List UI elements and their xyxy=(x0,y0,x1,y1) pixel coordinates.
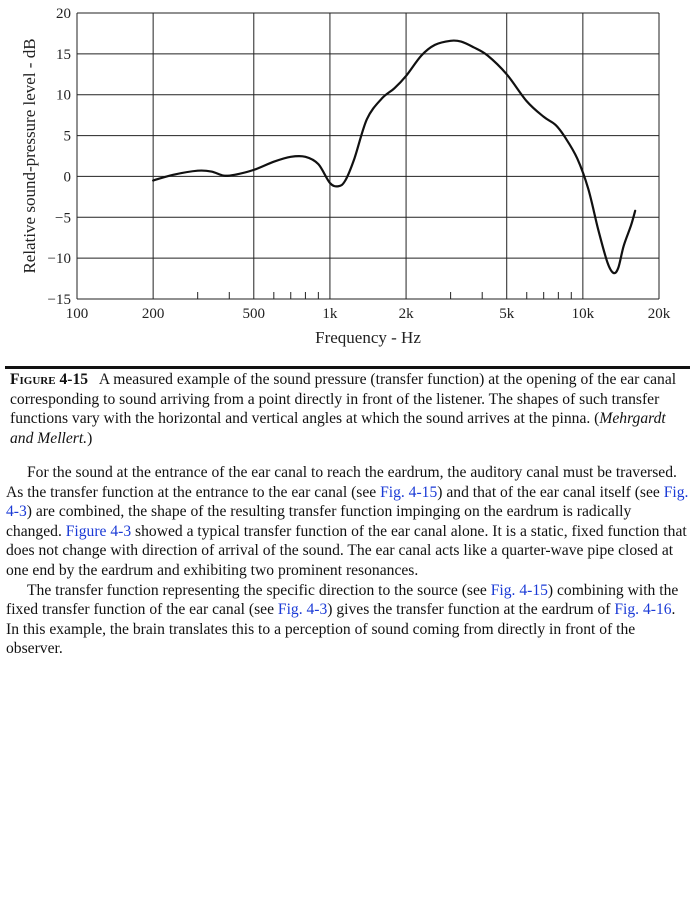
link-fig-4-15[interactable]: Fig. 4-15 xyxy=(490,581,548,599)
x-tick-label: 10k xyxy=(571,306,595,322)
caption-rule xyxy=(5,366,690,369)
x-tick-label: 100 xyxy=(65,306,89,322)
x-tick-label: 20k xyxy=(647,306,671,322)
frequency-response-chart xyxy=(0,0,695,352)
y-axis-label: Relative sound-pressure level - dB xyxy=(20,38,39,274)
y-tick-label: 0 xyxy=(63,169,71,186)
caption-text: A measured example of the sound pressure (transfer function) at the opening of the ear canal corresponding to sound arriving from a point directly in front of the listener. The shapes of such transfer functions vary with the horizontal and vertical angles at which the sound arrives at the pinna. ( xyxy=(10,371,677,428)
x-tick-label: 2k xyxy=(398,306,414,322)
link-fig-4-3[interactable]: Fig. 4-3 xyxy=(6,483,689,521)
link-figure-4-3[interactable]: Figure 4-3 xyxy=(65,522,132,540)
caption-end: ) xyxy=(87,429,93,447)
y-tick-label: 15 xyxy=(56,46,71,63)
x-axis-label: Frequency - Hz xyxy=(315,328,421,347)
p1-text-4: showed a typical transfer function of the ear canal alone. It is a static, fixed function that does not change with direction of arrival of the sound. The ear canal acts like a quarter-wave pipe closed at one end by the eardrum and exhibiting two prominent resonances. xyxy=(6,522,687,579)
figure-caption xyxy=(10,370,690,448)
chart-grid xyxy=(77,13,659,299)
chart-series xyxy=(153,41,635,274)
x-tick-labels xyxy=(66,306,671,322)
y-tick-label: 20 xyxy=(56,6,71,22)
paragraph-2 xyxy=(6,581,690,659)
x-tick-label: 5k xyxy=(499,306,515,322)
y-tick-label: −5 xyxy=(55,210,71,227)
p2-text-2: ) combining with the fixed transfer function of the ear canal (see xyxy=(6,581,679,619)
y-tick-label: 5 xyxy=(63,128,71,145)
link-fig-4-3[interactable]: Fig. 4-3 xyxy=(277,601,328,619)
p2-text-3: ) gives the transfer function at the eardrum of xyxy=(327,601,615,619)
p2-text-1: The transfer function representing the specific direction to the source (see xyxy=(27,581,491,599)
y-tick-labels xyxy=(48,6,71,308)
link-fig-4-16[interactable]: Fig. 4-16 xyxy=(614,601,672,619)
link-fig-4-15[interactable]: Fig. 4-15 xyxy=(380,483,438,501)
y-tick-label: −10 xyxy=(47,251,71,268)
p1-text-1: For the sound at the entrance of the ear canal to reach the eardrum, the auditory canal must be traversed. As the transfer function at the entrance to the ear canal (see xyxy=(6,464,677,501)
p1-text-2: ) and that of the ear canal itself (see xyxy=(437,483,664,501)
body-text xyxy=(6,463,690,659)
y-tick-label: 10 xyxy=(56,87,71,104)
x-tick-label: 1k xyxy=(322,306,338,322)
y-tick-label: −15 xyxy=(47,292,71,308)
p1-text-3: ) are combined, the shape of the resulting transfer function impinging on the eardrum is radically changed. xyxy=(6,503,632,540)
caption-citation: Mehrgardt and Mellert. xyxy=(10,410,666,447)
figure-label: Figure 4-15 xyxy=(10,371,89,388)
paragraph-1 xyxy=(6,463,690,581)
x-tick-label: 200 xyxy=(141,306,165,322)
series-line xyxy=(153,41,635,274)
p2-text-4: . In this example, the brain translates this to a perception of sound coming from directly in front of the observer. xyxy=(6,601,676,658)
x-tick-label: 500 xyxy=(242,306,266,322)
